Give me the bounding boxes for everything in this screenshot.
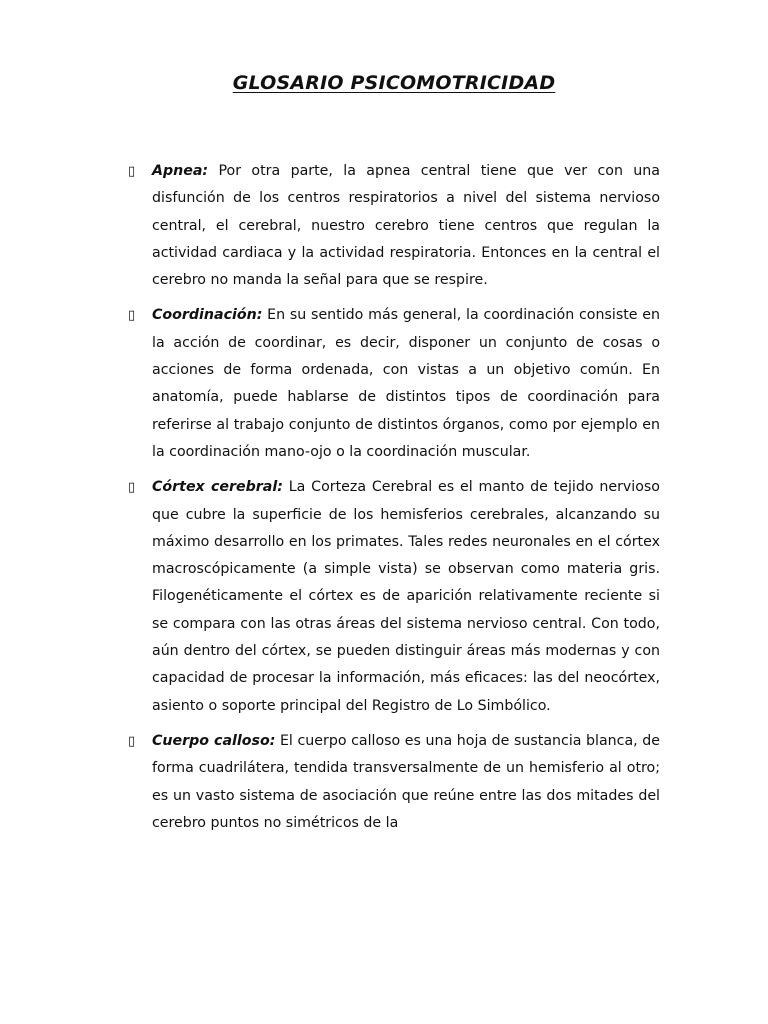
glossary-definition: Por otra parte, la apnea central tiene que ver con una disfunción de los centros respiratorios a nivel del sistema nervioso central, el cerebral, nuestro cerebro tiene centros que regulan la actividad cardiaca y la actividad respiratoria. Entonces en la central el cerebro no manda la señal para que se respire. — [152, 163, 660, 289]
glossary-definition: El cuerpo calloso es una hoja de sustancia blanca, de forma cuadrilátera, tendida transversalmente de un hemisferio al otro; es un vasto sistema de asociación que reúne entre las dos mitades del cerebro puntos no simétricos de la — [152, 732, 660, 831]
bullet-icon: ▯ — [128, 308, 136, 324]
bullet-icon: ▯ — [128, 733, 136, 749]
glossary-term: Apnea: — [152, 163, 209, 179]
glossary-entry-coordinacion — [128, 302, 660, 466]
glossary-entry-cuerpo-calloso — [128, 728, 660, 837]
glossary-definition: En su sentido más general, la coordinación consiste en la acción de coordinar, es decir, disponer un conjunto de cosas o acciones de forma ordenada, con vistas a un objetivo común. En anatomía, puede hablarse de distintos tipos de coordinación para referirse al trabajo conjunto de distintos órganos, como por ejemplo en la coordinación mano-ojo o la coordinación muscular. — [152, 307, 660, 460]
glossary-term: Córtex cerebral: — [152, 479, 283, 496]
bullet-icon: ▯ — [128, 164, 136, 179]
glossary-entry-cortex-cerebral — [128, 474, 660, 720]
document-title: GLOSARIO PSICOMOTRICIDAD — [232, 72, 556, 94]
glossary-list — [0, 158, 768, 837]
glossary-entry-apnea — [128, 158, 660, 294]
glossary-definition: La Corteza Cerebral es el manto de tejido nervioso que cubre la superficie de los hemisferios cerebrales, alcanzando su máximo desarrollo en los primates. Tales redes neuronales en el córtex macroscópicamente (a simple vista) se observan como materia gris. Filogenéticamente el córtex es de aparición relativamente reciente si se compara con las otras áreas del sistema nervioso central. Con todo, aún dentro del córtex, se pueden distinguir áreas más modernas y con capacidad de procesar la información, más eficaces: las del neocórtex, asiento o soporte principal del Registro de Lo Simbólico. — [152, 479, 660, 714]
bullet-icon: ▯ — [128, 480, 136, 496]
glossary-term: Cuerpo calloso: — [152, 732, 276, 749]
glossary-term: Coordinación: — [152, 307, 263, 324]
